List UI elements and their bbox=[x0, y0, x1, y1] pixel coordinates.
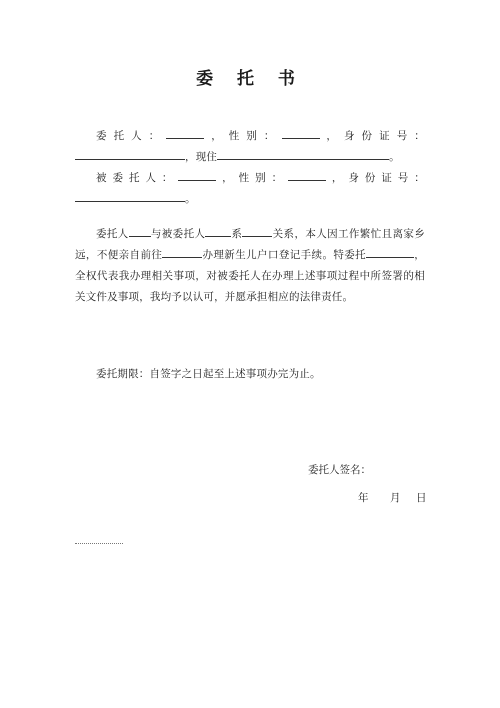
principal-gender-blank[interactable] bbox=[282, 126, 320, 139]
date-day: 日 bbox=[416, 492, 427, 504]
body-seg-reason: 关系，本人因工作繁忙且离家乡远，不便亲自前往 bbox=[75, 228, 425, 261]
body-seg-agent: 与被委托人 bbox=[150, 228, 206, 240]
body-agent-blank[interactable] bbox=[205, 224, 231, 237]
footnote-separator bbox=[75, 543, 123, 544]
document-title: 委 托 书 bbox=[196, 69, 304, 89]
body-principal-blank[interactable] bbox=[129, 224, 151, 237]
agent-label: 被委托人： bbox=[96, 172, 179, 184]
agent-info bbox=[75, 168, 425, 210]
agent-id-blank[interactable] bbox=[75, 189, 185, 202]
principal-address-blank[interactable] bbox=[217, 147, 389, 160]
agent-gender-blank[interactable] bbox=[288, 168, 326, 181]
principal-id-blank[interactable] bbox=[75, 147, 185, 160]
principal-info bbox=[75, 126, 425, 168]
body-seg-relation: 系 bbox=[231, 228, 243, 240]
body-seg-liability: ，全权代表我办理相关事项，对被委托人在办理上述事项过程中所签署的相关文件及事项，我均予以认可，并愿承担相应的法律责任。 bbox=[75, 249, 426, 303]
principal-address-end: 。 bbox=[389, 151, 400, 163]
authorization-body bbox=[75, 224, 425, 308]
principal-name-blank[interactable] bbox=[166, 126, 204, 139]
agent-info-end: 。 bbox=[185, 193, 196, 205]
signature-label: 委托人签名： bbox=[308, 464, 371, 476]
agent-id-label: ，身份证号： bbox=[326, 172, 425, 184]
date-year: 年 bbox=[358, 492, 369, 504]
agent-gender-label: ，性别： bbox=[216, 172, 289, 184]
principal-id-label: ，身份证号： bbox=[319, 130, 425, 142]
body-delegate-blank[interactable] bbox=[366, 245, 414, 258]
principal-gender-label: ，性别： bbox=[204, 130, 282, 142]
date-month: 月 bbox=[390, 492, 401, 504]
agent-name-blank[interactable] bbox=[178, 168, 216, 181]
body-location-blank[interactable] bbox=[162, 245, 202, 258]
body-seg-principal: 委托人 bbox=[96, 228, 129, 240]
body-seg-task: 办理新生儿户口登记手续。特委托 bbox=[202, 249, 367, 261]
authorization-term: 委托期限：自签字之日起至上述事项办完为止。 bbox=[96, 368, 321, 380]
principal-label: 委托人： bbox=[96, 130, 167, 142]
body-relation-blank[interactable] bbox=[242, 224, 272, 237]
principal-address-label: ，现住 bbox=[185, 151, 218, 163]
